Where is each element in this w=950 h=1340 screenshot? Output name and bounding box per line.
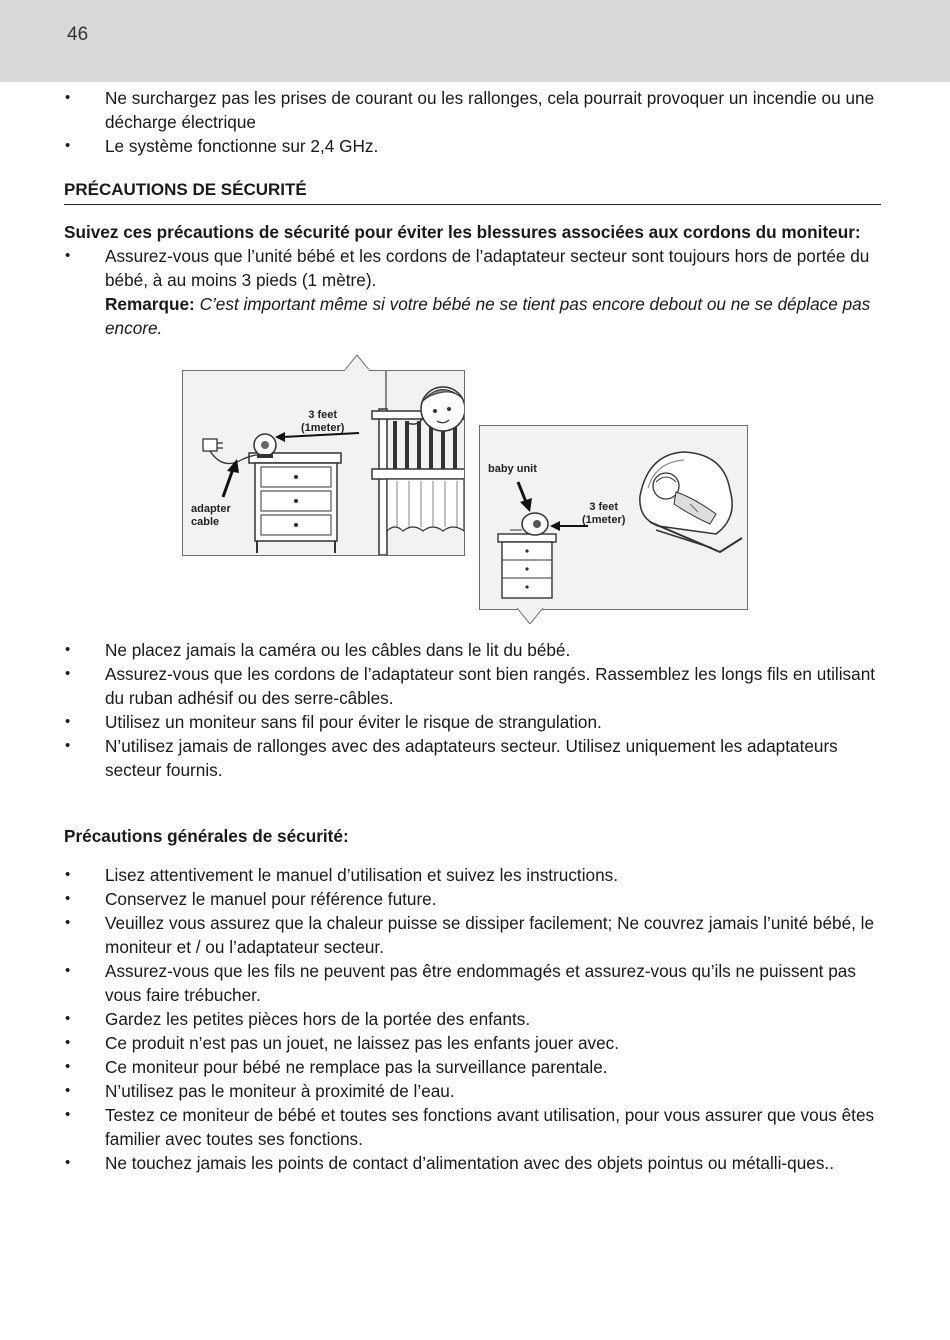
spacer — [64, 782, 881, 824]
remark-label: Remarque: — [105, 294, 195, 314]
list-item — [64, 244, 881, 340]
cord-first-bullet-list — [64, 244, 881, 340]
list-item: • Le système fonctionne sur 2,4 GHz. — [64, 134, 881, 158]
cord-safety-bullet-list — [64, 638, 881, 782]
list-item: • Assurez-vous que les cordons de l’adaptateur sont bien rangés. Rassemblez les longs fils en utilisant du ruban adhésif ou des serre-câbles. — [64, 662, 881, 710]
section-title-safety: PRÉCAUTIONS DE SÉCURITÉ — [64, 178, 881, 205]
general-safety-heading: Précautions générales de sécurité: — [64, 826, 349, 846]
list-item: • N’utilisez jamais de rallonges avec des adaptateurs secteur. Utilisez uniquement les adaptateurs secteur fournis. — [64, 734, 881, 782]
safety-illustration — [64, 346, 881, 638]
list-item: • Assurez-vous que les fils ne peuvent pas être endommagés et assurez-vous qu’ils ne puissent pas vous faire trébucher. — [64, 959, 881, 1007]
label-line: cable — [191, 516, 220, 528]
baby-unit-label: baby unit — [488, 463, 537, 475]
list-item: • Ce moniteur pour bébé ne remplace pas la surveillance parentale. — [64, 1055, 881, 1079]
list-item: • Ce produit n’est pas un jouet, ne laissez pas les enfants jouer avec. — [64, 1031, 881, 1055]
list-item: • Gardez les petites pièces hors de la portée des enfants. — [64, 1007, 881, 1031]
cord-safety-heading: Suivez ces précautions de sécurité pour éviter les blessures associées aux cordons du moniteur: — [64, 222, 861, 242]
label-line: (1meter) — [582, 514, 626, 526]
callout-pointer-down-icon — [517, 608, 543, 624]
list-item: • N’utilisez pas le moniteur à proximité de l’eau. — [64, 1079, 881, 1103]
bouncer-distance-panel — [479, 425, 748, 610]
list-item-text: Assurez-vous que l’unité bébé et les cordons de l’adaptateur secteur sont toujours hors de portée du bébé, à au moins 3 pieds (1 mètre). — [105, 246, 870, 290]
crib-distance-label — [301, 409, 344, 435]
page-header-band — [0, 0, 950, 82]
page-content — [64, 86, 881, 1175]
spacer — [64, 848, 881, 863]
intro-bullet-list — [64, 86, 881, 158]
label-line: (1meter) — [301, 422, 345, 434]
list-item: • Testez ce moniteur de bébé et toutes ses fonctions avant utilisation, pour vous assurer que vous êtes familier avec toutes ses fonctions. — [64, 1103, 881, 1151]
bouncer-distance-label — [582, 501, 625, 527]
list-item: • Utilisez un moniteur sans fil pour éviter le risque de strangulation. — [64, 710, 881, 734]
callout-pointer-up-icon — [344, 355, 370, 371]
list-item: • Lisez attentivement le manuel d’utilisation et suivez les instructions. — [64, 863, 881, 887]
crib-distance-panel — [182, 370, 465, 556]
page-number: 46 — [67, 24, 89, 45]
adapter-cable-label — [191, 503, 231, 529]
spacer — [64, 205, 881, 220]
list-item: • Veuillez vous assurez que la chaleur puisse se dissiper facilement; Ne couvrez jamais l’unité bébé, le moniteur et / ou l’adaptateur secteur. — [64, 911, 881, 959]
list-item: • Ne placez jamais la caméra ou les câbles dans le lit du bébé. — [64, 638, 881, 662]
list-item: • Ne touchez jamais les points de contact d’alimentation avec des objets pointus ou métalli-ques.. — [64, 1151, 881, 1175]
remark-text: C’est important même si votre bébé ne se tient pas encore debout ou ne se déplace pas encore. — [105, 294, 871, 338]
label-line: 3 feet — [308, 409, 338, 421]
list-item: • Conservez le manuel pour référence future. — [64, 887, 881, 911]
label-line: 3 feet — [589, 501, 619, 513]
list-item: • Ne surchargez pas les prises de courant ou les rallonges, cela pourrait provoquer un incendie ou une décharge électrique — [64, 86, 881, 134]
label-line: adapter — [191, 503, 231, 515]
general-safety-bullet-list — [64, 863, 881, 1175]
